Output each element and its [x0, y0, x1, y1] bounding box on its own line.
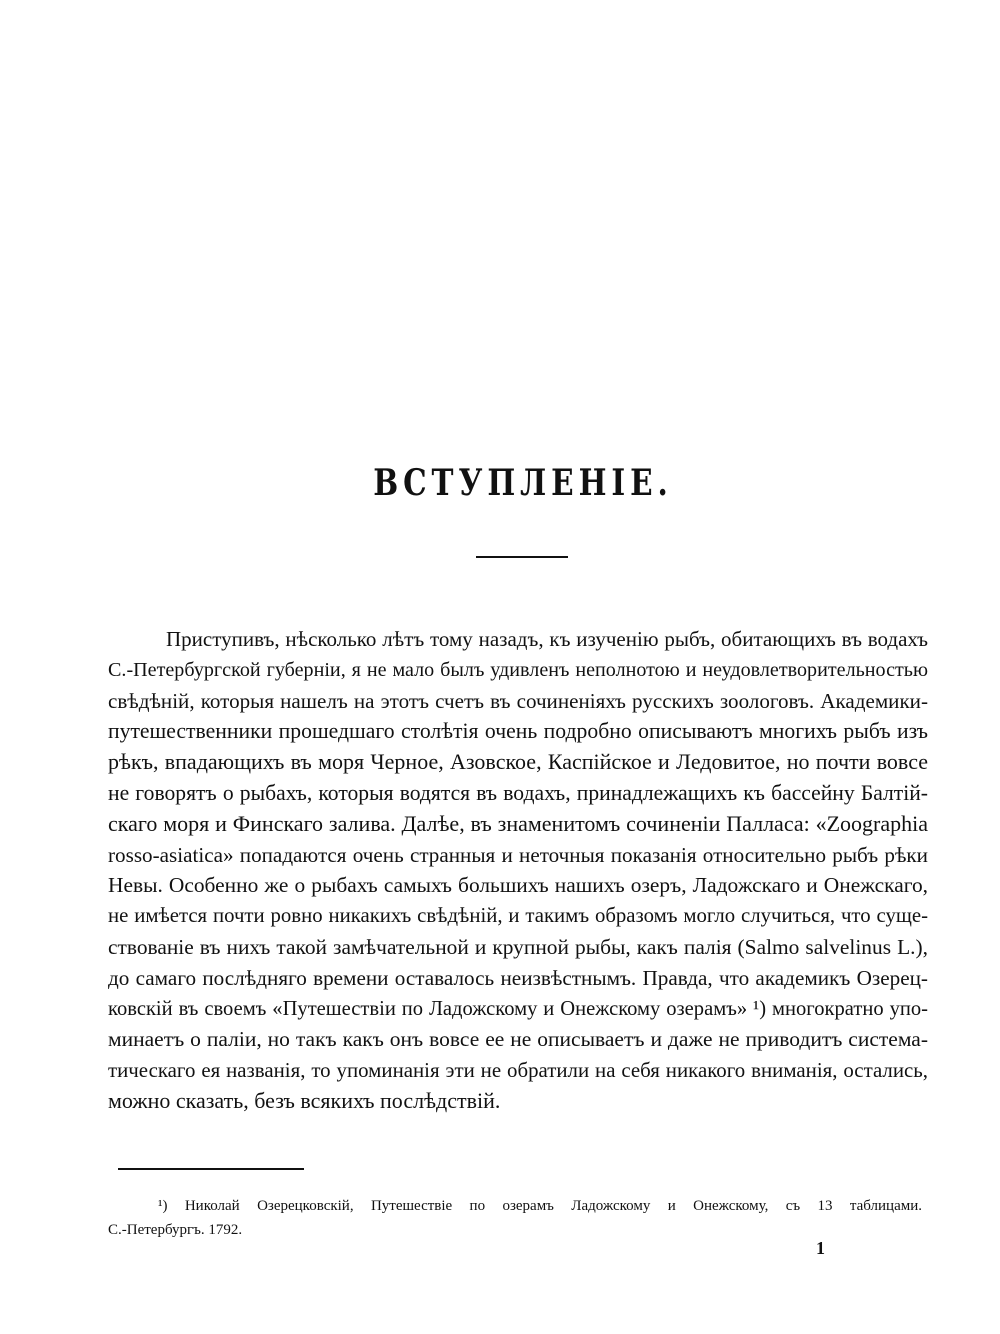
footnote-divider [118, 1168, 304, 1170]
body-line: скаго моря и Финскаго залива. Далѣе, въ знаменитомъ сочиненіи Палласа: «Zoographia [108, 810, 928, 836]
body-line: не имѣется почти ровно никакихъ свѣдѣній, и такимъ образомъ могло случиться, что суще- [108, 904, 928, 928]
body-line: можно сказать, безъ всякихъ послѣдствій. [108, 1087, 501, 1113]
footnote [108, 1194, 922, 1242]
body-line: тическаго ея названія, то упоминанія эти не обратили на себя никакого вниманія, остались, [108, 1058, 928, 1083]
body-line: Невы. Особенно же о рыбахъ самыхъ большихъ нашихъ озеръ, Ладожскаго и Онежскаго, [108, 873, 928, 898]
title-divider [476, 556, 568, 558]
footnote-line: С.-Петербургъ. 1792. [108, 1222, 243, 1238]
body-line: рѣкъ, впадающихъ въ моря Черное, Азовское, Каспійское и Ледовитое, но почти вовсе [108, 749, 928, 775]
body-line: rosso-asiatica» попадаются очень странныя и неточныя показанія относительно рыбъ рѣки [108, 842, 928, 867]
chapter-title: ВСТУПЛЕНІЕ. [373, 462, 673, 504]
body-paragraph [108, 624, 928, 1117]
body-line: ковскій въ своемъ «Путешествіи по Ладожскому и Онежскому озерамъ» ¹) многократно упо- [108, 997, 928, 1020]
body-line: С.-Петербургской губерніи, я не мало былъ удивленъ неполнотою и неудовлетворительностью [108, 658, 928, 681]
body-line: ствованіе въ нихъ такой замѣчательной и крупной рыбы, какъ палія (Salmo salvelinus L.), [108, 934, 928, 959]
footnote-line: ¹) Николай Озерецковскій, Путешествіе по озерамъ Ладожскому и Онежскому, съ 13 таблицами. [158, 1198, 922, 1214]
body-line: путешественники прошедшаго столѣтія очень подробно описываютъ многихъ рыбъ изъ [108, 719, 928, 744]
body-line: до самаго послѣдняго времени оставалось неизвѣстнымъ. Правда, что академикъ Озерец- [108, 965, 928, 990]
body-line: минаетъ о паліи, но такъ какъ онъ вовсе ее не описываетъ и даже не приводитъ система- [108, 1027, 928, 1052]
page-number: 1 [816, 1238, 825, 1258]
body-line: Приступивъ, нѣсколько лѣтъ тому назадъ, къ изученію рыбъ, обитающихъ въ водахъ [166, 627, 928, 651]
body-line: не говорятъ о рыбахъ, которыя водятся въ водахъ, принадлежащихъ къ бассейну Балтій- [108, 780, 928, 805]
body-line: свѣдѣній, которыя нашелъ на этотъ счетъ въ сочиненіяхъ русскихъ зоологовъ. Академики- [108, 688, 928, 713]
